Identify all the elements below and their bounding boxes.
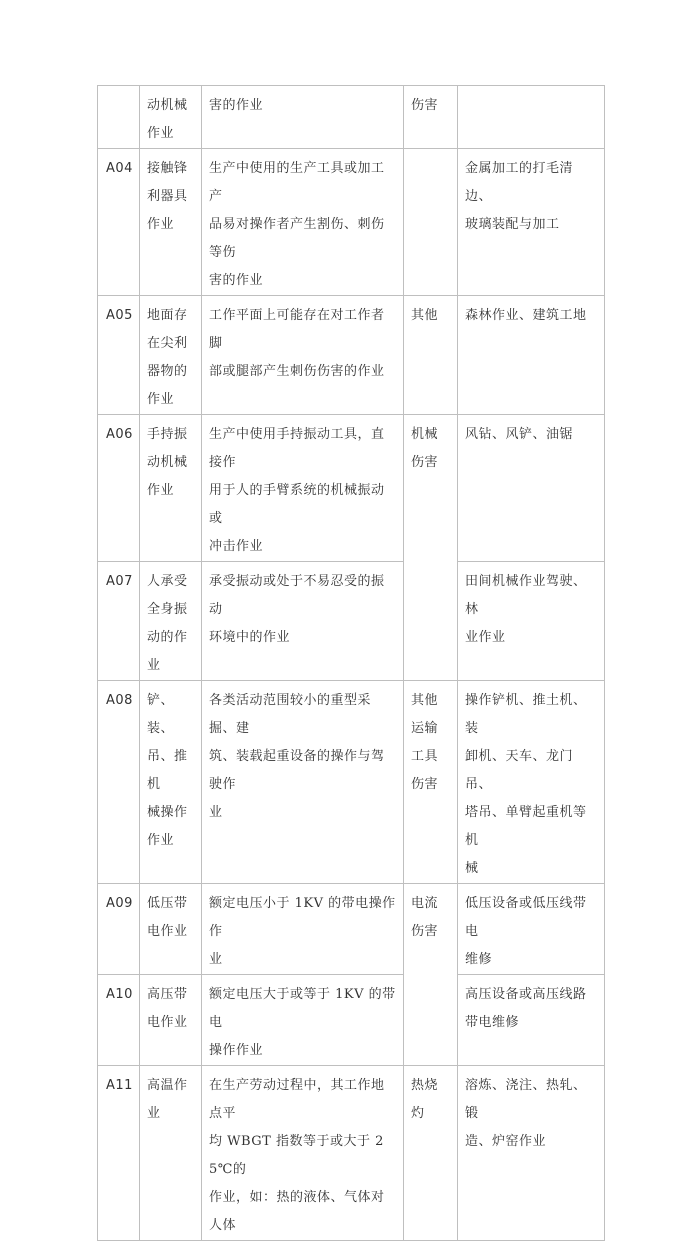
name-cell: 接触锋 利器具 作业 bbox=[140, 149, 202, 296]
desc-cell: 工作平面上可能存在对工作者脚 部或腿部产生刺伤伤害的作业 bbox=[202, 296, 404, 415]
code-cell: A06 bbox=[98, 415, 140, 562]
code-cell: A04 bbox=[98, 149, 140, 296]
hazard-cell: 伤害 bbox=[404, 86, 458, 149]
name-cell: 高温作 业 bbox=[140, 1066, 202, 1241]
desc-cell: 额定电压小于 1KV 的带电操作作 业 bbox=[202, 884, 404, 975]
desc-cell: 害的作业 bbox=[202, 86, 404, 149]
name-cell: 动机械 作业 bbox=[140, 86, 202, 149]
code-cell: A09 bbox=[98, 884, 140, 975]
example-cell: 溶炼、浇注、热轧、锻 造、炉窑作业 bbox=[458, 1066, 605, 1241]
name-cell: 高压带 电作业 bbox=[140, 975, 202, 1066]
example-cell: 高压设备或高压线路 带电维修 bbox=[458, 975, 605, 1066]
table-row bbox=[98, 562, 605, 681]
table-row bbox=[98, 884, 605, 975]
code-cell: A11 bbox=[98, 1066, 140, 1241]
example-cell: 金属加工的打毛清边、 玻璃装配与加工 bbox=[458, 149, 605, 296]
name-cell: 手持振 动机械 作业 bbox=[140, 415, 202, 562]
name-cell: 人承受 全身振 动的作 业 bbox=[140, 562, 202, 681]
table-row bbox=[98, 975, 605, 1066]
desc-cell: 在生产劳动过程中，其工作地点平 均 WBGT 指数等于或大于 25℃的 作业，如：热的液体、气体对人体 bbox=[202, 1066, 404, 1241]
hazard-cell: 机械 伤害 bbox=[404, 415, 458, 681]
code-cell: A07 bbox=[98, 562, 140, 681]
example-cell: 风钻、风铲、油锯 bbox=[458, 415, 605, 562]
hazard-cell: 其他 bbox=[404, 296, 458, 415]
code-cell: A08 bbox=[98, 681, 140, 884]
code-cell: A10 bbox=[98, 975, 140, 1066]
desc-cell: 各类活动范围较小的重型采掘、建 筑、装载起重设备的操作与驾驶作 业 bbox=[202, 681, 404, 884]
hazard-cell bbox=[404, 149, 458, 296]
name-cell: 低压带 电作业 bbox=[140, 884, 202, 975]
example-cell: 森林作业、建筑工地 bbox=[458, 296, 605, 415]
name-cell: 铲、装、 吊、推机 械操作 作业 bbox=[140, 681, 202, 884]
table-row bbox=[98, 415, 605, 562]
code-cell bbox=[98, 86, 140, 149]
hazard-classification-table bbox=[97, 85, 605, 1241]
table-row bbox=[98, 86, 605, 149]
example-cell bbox=[458, 86, 605, 149]
table-row bbox=[98, 149, 605, 296]
desc-cell: 生产中使用手持振动工具，直接作 用于人的手臂系统的机械振动或 冲击作业 bbox=[202, 415, 404, 562]
hazard-cell: 其他 运输 工具 伤害 bbox=[404, 681, 458, 884]
table-row bbox=[98, 296, 605, 415]
desc-cell: 生产中使用的生产工具或加工产 品易对操作者产生割伤、刺伤等伤 害的作业 bbox=[202, 149, 404, 296]
code-cell: A05 bbox=[98, 296, 140, 415]
name-cell: 地面存 在尖利 器物的 作业 bbox=[140, 296, 202, 415]
desc-cell: 额定电压大于或等于 1KV 的带电 操作作业 bbox=[202, 975, 404, 1066]
table-row bbox=[98, 681, 605, 884]
desc-cell: 承受振动或处于不易忍受的振动 环境中的作业 bbox=[202, 562, 404, 681]
example-cell: 操作铲机、推土机、装 卸机、天车、龙门吊、 塔吊、单臂起重机等机 械 bbox=[458, 681, 605, 884]
hazard-cell: 电流 伤害 bbox=[404, 884, 458, 1066]
hazard-cell: 热烧 灼 bbox=[404, 1066, 458, 1241]
example-cell: 低压设备或低压线带电 维修 bbox=[458, 884, 605, 975]
table-row bbox=[98, 1066, 605, 1241]
example-cell: 田间机械作业驾驶、林 业作业 bbox=[458, 562, 605, 681]
